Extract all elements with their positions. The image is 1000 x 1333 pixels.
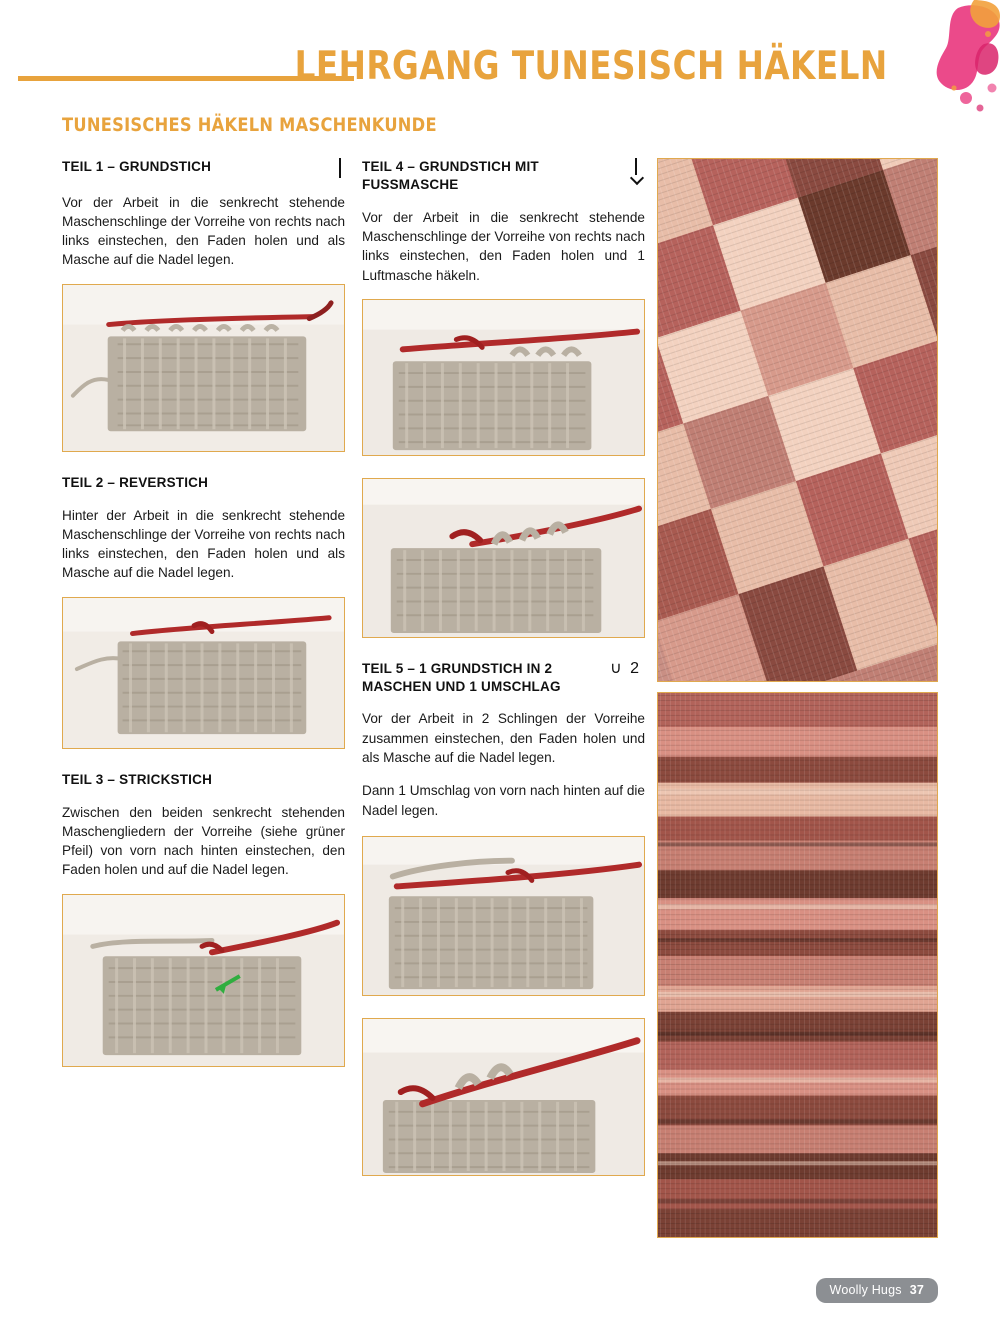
right-image-column (657, 158, 938, 1238)
teil-1-paragraph: Vor der Arbeit in die senkrecht stehende Maschenschlinge der Vorreihe von rechts nach links einstechen, den Faden holen und als Masche auf die Nadel legen. (62, 194, 345, 268)
teil-3-paragraph: Zwischen den beiden senkrecht stehenden Maschengliedern der Vorreihe (siehe grüner Pfeil) von vorn nach hinten einstechen, den Faden holen und auf die Nadel legen. (62, 804, 345, 878)
teil-4-heading: TEIL 4 – GRUNDSTICH MIT FUSSMASCHE (362, 159, 539, 192)
muster-streifen-photo (657, 692, 938, 1238)
middle-column (362, 158, 645, 1198)
block-teil-1 (62, 158, 345, 452)
footer-page-tab (816, 1278, 938, 1303)
footer-page-number: 37 (909, 1283, 924, 1297)
left-column (62, 158, 345, 1089)
block-teil-3 (62, 771, 345, 1067)
section-heading: TUNESISCHES HÄKELN MASCHENKUNDE (62, 114, 437, 136)
teil-5-paragraph-1: Vor der Arbeit in 2 Schlingen der Vorreihe zusammen einstechen, den Faden holen und als Masche auf die Nadel legen. (362, 711, 645, 766)
block-teil-4 (362, 158, 645, 638)
teil-3-photo (62, 894, 345, 1067)
teil-4-photo-1 (362, 299, 645, 456)
teil-2-heading: TEIL 2 – REVERSTICH (62, 474, 209, 490)
teil-5-photo-1 (362, 836, 645, 996)
teil-2-photo (62, 597, 345, 749)
page-title: LEHRGANG TUNESISCH HÄKELN (295, 44, 888, 89)
teil-4-photo-2 (362, 478, 645, 638)
teil-4-paragraph: Vor der Arbeit in die senkrecht stehende Maschenschlinge der Vorreihe von rechts nach links einstechen, den Faden holen und 1 Luftmasche häkeln. (362, 209, 645, 283)
vertical-bar-icon (339, 158, 345, 179)
teil-1-photo (62, 284, 345, 452)
teil-2-paragraph: Hinter der Arbeit in die senkrecht stehende Maschenschlinge der Vorreihe von rechts nach links einstechen, den Faden holen und als Masche auf die Nadel legen. (62, 507, 345, 581)
teil-5-paragraph-2: Dann 1 Umschlag von vorn nach hinten auf die Nadel legen. (362, 783, 645, 818)
decke-karomuster-photo (657, 158, 938, 682)
teil-4-heading-row (362, 158, 645, 194)
page-header (0, 0, 1000, 108)
down-arrow-icon (631, 158, 645, 180)
teil-5-heading: TEIL 5 – 1 GRUNDSTICH IN 2 MASCHEN UND 1 UMSCHLAG (362, 660, 561, 694)
teil-1-heading: TEIL 1 – GRUNDSTICH (62, 159, 212, 174)
teil-1-heading-row (62, 158, 345, 179)
block-teil-2 (62, 474, 345, 749)
watercolor-splash-decoration (888, 0, 1000, 130)
block-teil-5 (362, 660, 645, 1176)
umschlag-symbol: ∪ 2 (609, 659, 641, 677)
teil-5-photo-2 (362, 1018, 645, 1176)
footer-brand: Woolly Hugs (829, 1283, 902, 1297)
teil-5-heading-row (362, 660, 645, 696)
teil-3-heading: TEIL 3 – STRICKSTICH (62, 771, 213, 787)
